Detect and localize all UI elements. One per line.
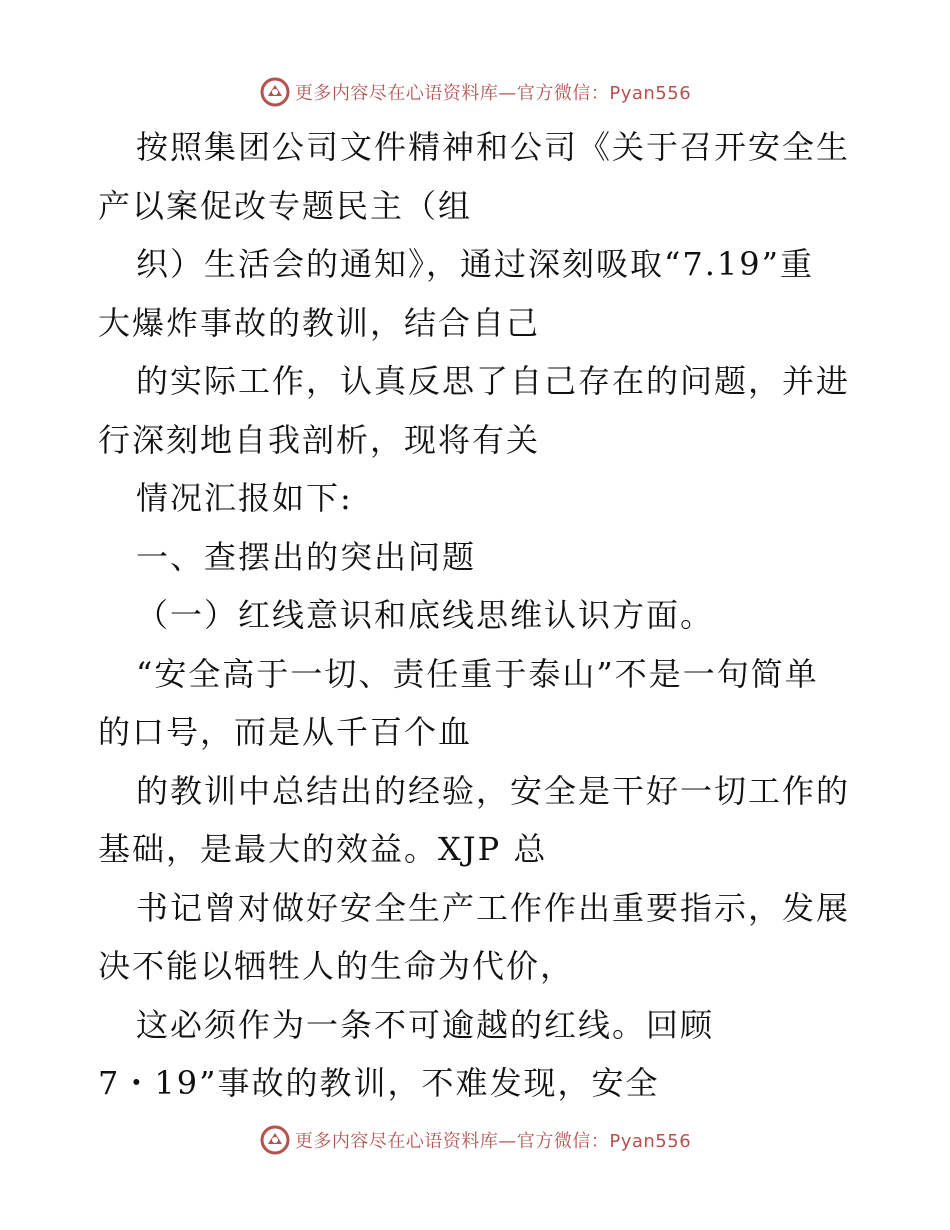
paragraph-line: 大爆炸事故的教训，结合自己	[98, 303, 541, 342]
footer-banner	[0, 1120, 950, 1160]
section-heading: 一、查摆出的突出问题	[136, 537, 477, 576]
paragraph-line: 行深刻地自我剖析，现将有关	[98, 420, 541, 459]
paragraph-line: 的实际工作，认真反思了自己存在的问题，并进	[136, 362, 851, 400]
document-body	[98, 118, 858, 1113]
header-banner-text: 更多内容尽在心语资料库—官方微信：Pyan556	[294, 83, 692, 104]
paragraph-line: 书记曾对做好安全生产工作作出重要指示，发展	[136, 888, 851, 927]
subsection-heading: （一）红线意识和底线思维认识方面。	[136, 596, 715, 634]
brand-logo-icon	[259, 1124, 291, 1156]
brand-logo-icon	[259, 76, 291, 108]
paragraph-line: 这必须作为一条不可逾越的红线。回顾	[136, 1005, 715, 1044]
paragraph-line: 的教训中总结出的经验，安全是干好一切工作的	[136, 771, 851, 810]
paragraph-line: “安全高于一切、责任重于泰山”不是一句简单	[136, 654, 819, 693]
footer-banner-text: 更多内容尽在心语资料库—官方微信：Pyan556	[294, 1131, 692, 1152]
paragraph-line: 产以案促改专题民主（组	[98, 186, 473, 225]
paragraph-line: 决不能以牺牲人的生命为代价，	[98, 947, 575, 985]
paragraph-line: 基础，是最大的效益。XJP 总	[98, 830, 548, 868]
paragraph-line: 的口号，而是从千百个血	[98, 713, 473, 751]
paragraph-line: 按照集团公司文件精神和公司《关于召开安全生	[136, 128, 851, 166]
header-banner	[0, 72, 950, 112]
paragraph-line: 织）生活会的通知》，通过深刻吸取“7.19”重	[136, 245, 814, 283]
paragraph-line: 情况汇报如下:	[136, 479, 353, 517]
paragraph-line: 7・19”事故的教训，不难发现，安全	[98, 1064, 660, 1102]
